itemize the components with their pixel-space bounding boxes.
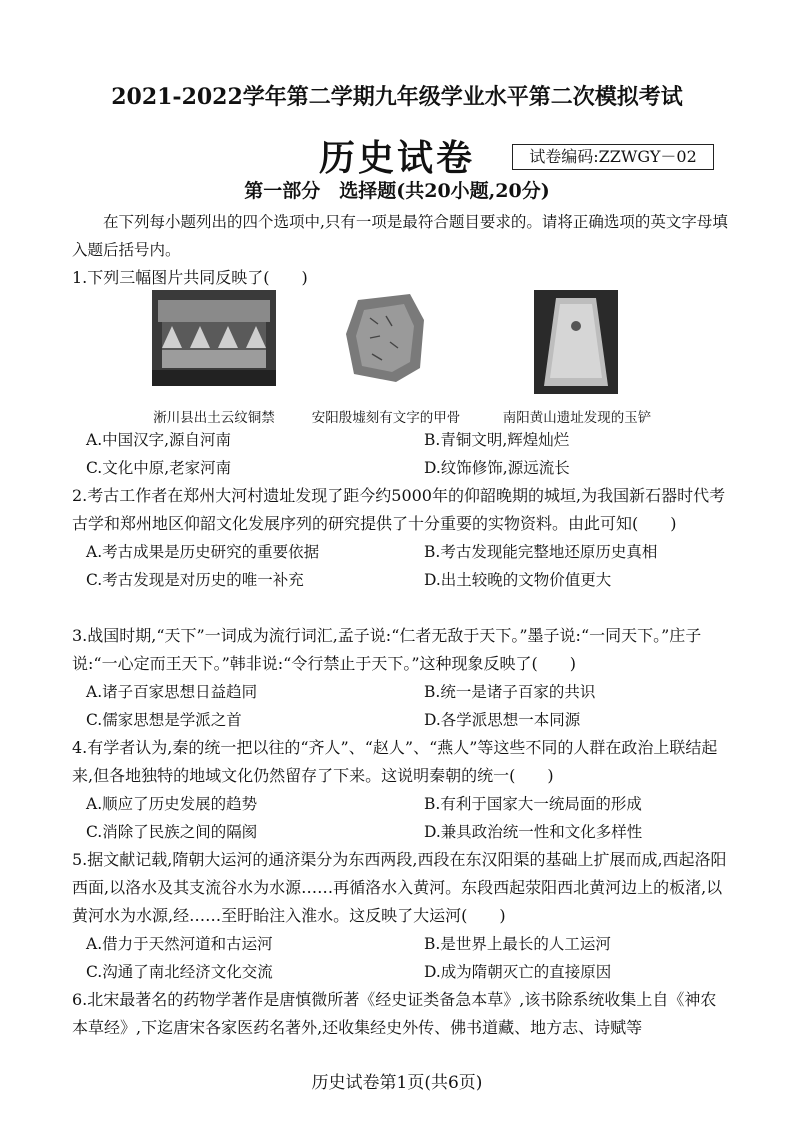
figure-caption: 淅川县出土云纹铜禁 bbox=[153, 410, 275, 426]
question-3 bbox=[72, 622, 732, 734]
oracle-bone-photo-icon bbox=[340, 290, 432, 386]
question-4 bbox=[72, 734, 732, 846]
question-stem: 2.考古工作者在郑州大河村遗址发现了距今约5000年的仰韶晚期的城垣,为我国新石器时代考古学和郑州地区仰韶文化发展序列的研究提供了十分重要的实物资料。由此可知( ) bbox=[72, 486, 726, 533]
exam-title: 2021-2022学年第二学期九年级学业水平第二次模拟考试 bbox=[111, 84, 683, 110]
option-d: D.成为隋朝灭亡的直接原因 bbox=[424, 963, 612, 981]
figure-bronze-vessel bbox=[152, 290, 276, 426]
question-1-options bbox=[72, 426, 732, 482]
option-b: B.是世界上最长的人工运河 bbox=[424, 935, 611, 953]
option-a: A.顺应了历史发展的趋势 bbox=[86, 795, 258, 813]
option-row bbox=[72, 790, 732, 818]
option-c: C.文化中原,老家河南 bbox=[86, 459, 232, 477]
option-row bbox=[72, 538, 732, 566]
option-row bbox=[72, 426, 732, 454]
question-stem: 4.有学者认为,秦的统一把以往的“齐人”、“赵人”、“燕人”等这些不同的人群在政治上联结起来,但各地独特的地域文化仍然留存了下来。这说明秦朝的统一( ) bbox=[72, 738, 718, 785]
question-5 bbox=[72, 846, 732, 986]
question-stem: 6.北宋最著名的药物学著作是唐慎微所著《经史证类备急本草》,该书除系统收集上自《神农本草经》,下迄唐宋各家医药名著外,还收集经史外传、佛书道藏、地方志、诗赋等 bbox=[72, 990, 717, 1037]
option-c: C.消除了民族之间的隔阂 bbox=[86, 823, 258, 841]
option-d: D.出土较晚的文物价值更大 bbox=[424, 571, 612, 589]
option-a: A.中国汉字,源自河南 bbox=[86, 431, 232, 449]
question-6 bbox=[72, 986, 732, 1042]
bronze-ritual-vessel-photo-icon bbox=[152, 290, 276, 386]
subject-title: 历史试卷 bbox=[318, 137, 475, 179]
option-row bbox=[72, 930, 732, 958]
option-a: A.诸子百家思想日益趋同 bbox=[86, 683, 258, 701]
option-row bbox=[72, 566, 732, 594]
option-b: B.考古发现能完整地还原历史真相 bbox=[424, 543, 658, 561]
question-stem: 1.下列三幅图片共同反映了( ) bbox=[72, 268, 308, 287]
option-c: C.儒家思想是学派之首 bbox=[86, 711, 242, 729]
option-d: D.纹饰修饰,源远流长 bbox=[424, 459, 570, 477]
option-a: A.考古成果是历史研究的重要依据 bbox=[86, 543, 320, 561]
option-c: C.沟通了南北经济文化交流 bbox=[86, 963, 273, 981]
option-row bbox=[72, 818, 732, 846]
jade-shovel-photo-icon bbox=[534, 290, 618, 394]
option-c: C.考古发现是对历史的唯一补充 bbox=[86, 571, 304, 589]
part-title: 第一部分 选择题(共20小题,20分) bbox=[244, 180, 550, 202]
question-stem: 5.据文献记载,隋朝大运河的通济渠分为东西两段,西段在东汉阳渠的基础上扩展而成,西起洛阳西面,以洛水及其支流谷水为水源……再循洛水入黄河。东段西起荥阳西北黄河边上的板渚,以黄河水为水源,经……至盱眙注入淮水。这反映了大运河( ) bbox=[72, 850, 727, 925]
option-row bbox=[72, 678, 732, 706]
option-d: D.兼具政治统一性和文化多样性 bbox=[424, 823, 643, 841]
exam-code-box: 试卷编码:ZZWGY－02 bbox=[512, 144, 714, 170]
option-row bbox=[72, 958, 732, 986]
instructions: 在下列每小题列出的四个选项中,只有一项是最符合题目要求的。请将正确选项的英文字母填入题后括号内。 bbox=[72, 213, 728, 259]
figure-caption: 南阳黄山遗址发现的玉铲 bbox=[502, 410, 652, 426]
option-b: B.青铜文明,辉煌灿烂 bbox=[424, 431, 570, 449]
question-stem: 3.战国时期,“天下”一词成为流行词汇,孟子说:“仁者无敌于天下。”墨子说:“一同天下。”庄子说:“一心定而王天下。”韩非说:“令行禁止于天下。”这种现象反映了( ) bbox=[72, 626, 702, 673]
option-b: B.有利于国家大一统局面的形成 bbox=[424, 795, 642, 813]
page-footer: 历史试卷第1页(共6页) bbox=[311, 1073, 483, 1093]
option-row bbox=[72, 454, 732, 482]
option-b: B.统一是诸子百家的共识 bbox=[424, 683, 596, 701]
question-1 bbox=[72, 264, 732, 292]
question-2 bbox=[72, 482, 732, 594]
figure-jade-shovel bbox=[502, 290, 652, 426]
option-row bbox=[72, 706, 732, 734]
figure-caption: 安阳殷墟刻有文字的甲骨 bbox=[311, 410, 461, 426]
figure-oracle-bone bbox=[311, 290, 461, 426]
question-1-figures bbox=[130, 290, 690, 430]
option-a: A.借力于天然河道和古运河 bbox=[86, 935, 273, 953]
option-d: D.各学派思想一本同源 bbox=[424, 711, 581, 729]
